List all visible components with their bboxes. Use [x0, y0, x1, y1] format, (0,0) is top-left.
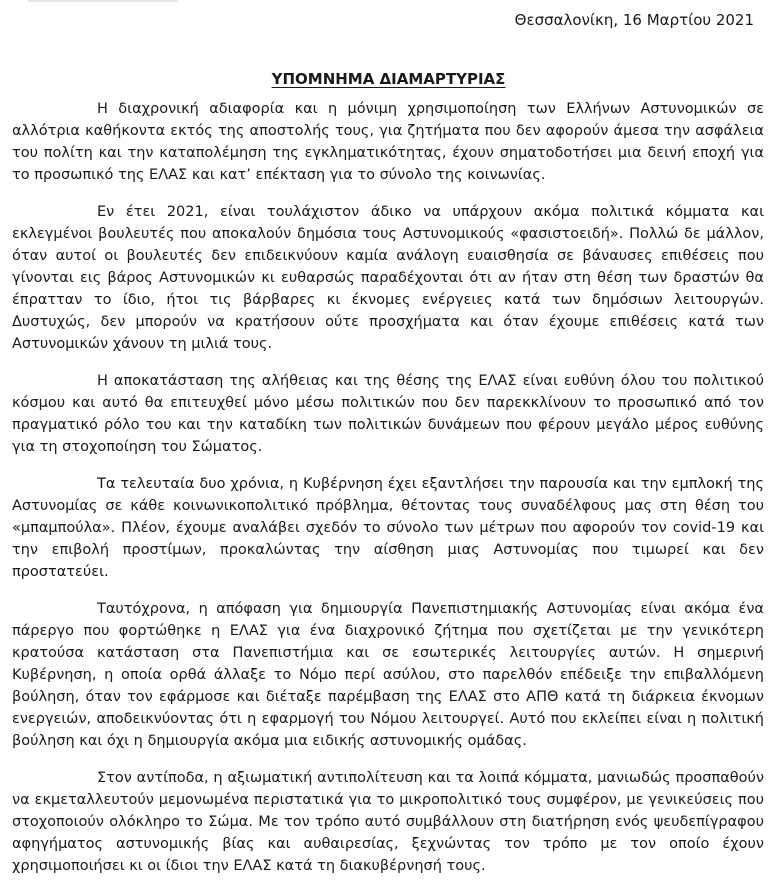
paragraph-1: Η διαχρονική αδιαφορία και η μόνιμη χρησιμοποίηση των Ελλήνων Αστυνομικών σε αλλότρια καθήκοντα εκτός της αποστολής τους, για ζητήματα που δεν αφορούν άμεσα την ασφάλεια του πολίτη και την καταπολέμηση της εγκληματικότητας, έχουν σηματοδοτήσει μια δεινή εποχή για το προσωπικό της ΕΛΑΣ και κατ’ επέκταση για το σύνολο της κοινωνίας. — [12, 101, 764, 183]
paragraph-2: Εν έτει 2021, είναι τουλάχιστον άδικο να υπάρχουν ακόμα πολιτικά κόμματα και εκλεγμένοι βουλευτές που αποκαλούν δημόσια τους Αστυνομικούς «φασιστοειδή». Πολλώ δε μάλλον, όταν αυτοί οι βουλευτές δεν επιδεικνύουν καμία ανάλογη ευαισθησία σε βάναυσες επιθέσεις που γίνονται εις βάρος Αστυνομικών κι ευθαρσώς παραδέχονται ότι αν ήταν στη θέση των δραστών θα έπρατταν το ίδιο, ήτοι τις βάρβαρες κι έκνομες ενέργειες κατά των δημόσιων λειτουργών. Δυστυχώς, δεν μπορούν να κρατήσουν ούτε προσχήματα και όταν έχουμε επιθέσεις κατά των Αστυνομικών χάνουν τη μιλιά τους. — [12, 204, 764, 352]
top-edge-artifact — [28, 0, 178, 2]
date-line: Θεσσαλονίκη, 16 Μαρτίου 2021 — [514, 11, 754, 29]
document-body — [12, 98, 764, 892]
paragraph-4: Τα τελευταία δυο χρόνια, η Κυβέρνηση έχει εξαντλήσει την παρουσία και την εμπλοκή της Αστυνομίας σε κάθε κοινωνικοπολιτικό πρόβλημα, θέτοντας τους συναδέλφους μας στη θέση του «μπαμπούλα». Πλέον, έχουμε αναλάβει σχεδόν το σύνολο των μέτρων που αφορούν τον covid-19 και την επιβολή προστίμων, προκαλώντας την αίσθηση μιας Αστυνομίας που τιμωρεί και δεν προστατεύει. — [12, 476, 764, 580]
document-title-text: ΥΠΟΜΝΗΜΑ ΔΙΑΜΑΡΤΥΡΙΑΣ — [271, 70, 506, 88]
paragraph-5: Ταυτόχρονα, η απόφαση για δημιουργία Πανεπιστημιακής Αστυνομίας είναι ακόμα ένα πάρεργο που φορτώθηκε η ΕΛΑΣ για ένα διαχρονικό ζήτημα που σχετίζεται με την γενικότερη κρατούσα κατάσταση στα Πανεπιστήμια και σε εσωτερικές λειτουργίες αυτών. Η σημερινή Κυβέρνηση, η οποία ορθά άλλαξε το Νόμο περί ασύλου, στο παρελθόν επέδειξε την επιβαλλόμενη βούληση, όταν τον εφάρμοσε και διέταξε παρέμβαση της ΕΛΑΣ στο ΑΠΘ κατά τη διάρκεια έκνομων ενεργειών, αποδεικνύοντας ότι η εφαρμογή του Νόμου λειτουργεί. Αυτό που εκλείπει είναι η πολιτική βούληση και όχι η δημιουργία ακόμα μια ειδικής αστυνομικής ομάδας. — [12, 601, 764, 749]
paragraph-3: Η αποκατάσταση της αλήθειας και της θέσης της ΕΛΑΣ είναι ευθύνη όλου του πολιτικού κόσμου και αυτό θα επιτευχθεί μόνο μέσω πολιτικών που δεν παρεκκλίνουν το προσωπικό από τον πραγματικό ρόλο του και την καταδίκη των πολιτικών δυνάμεων που φέρουν μεγάλο μέρος ευθύνης για τη στοχοποίηση του Σώματος. — [12, 373, 764, 455]
document-title — [0, 68, 777, 90]
paragraph-6: Στον αντίποδα, η αξιωματική αντιπολίτευση και τα λοιπά κόμματα, μανιωδώς προσπαθούν να εκμεταλλευτούν μεμονωμένα περιστατικά για το μικροπολιτικό τους συμφέρον, με γενικεύσεις που στοχοποιούν ολόκληρο το Σώμα. Με τον τρόπο αυτό συμβάλλουν στη διατήρηση ενός ψευδεπίγραφου αφηγήματος αστυνομικής βίας και αυθαιρεσίας, ξεχνώντας τον τρόπο με τον οποίο έχουν χρησιμοποιήσει κι οι ίδιοι την ΕΛΑΣ κατά τη διακυβέρνησή τους. — [12, 770, 764, 874]
